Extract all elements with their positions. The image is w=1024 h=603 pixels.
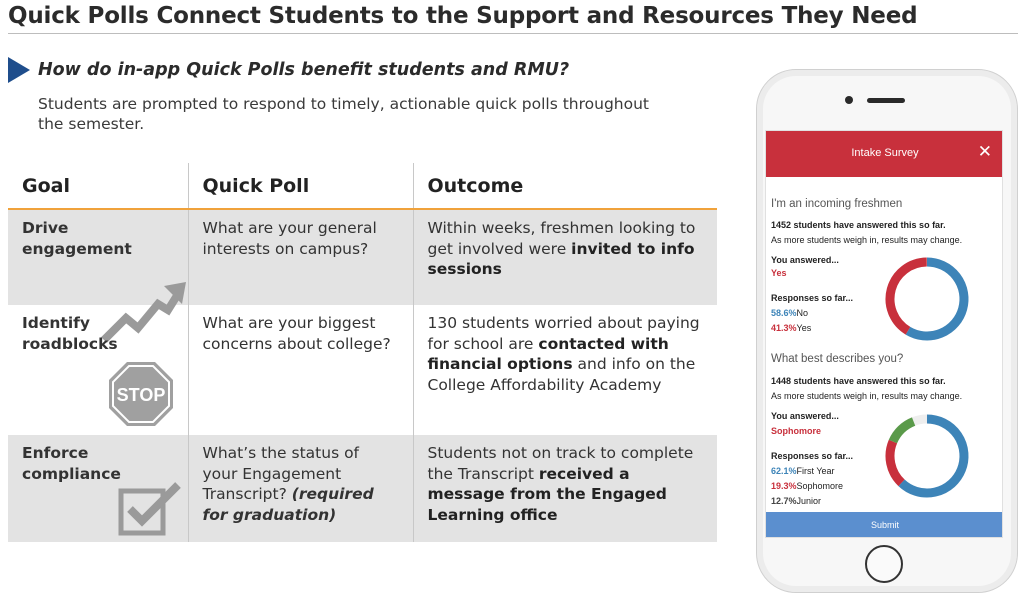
- goal-label-line2: compliance: [22, 464, 121, 483]
- close-icon[interactable]: ✕: [977, 142, 992, 162]
- outcome-bold-text: contacted with financial options: [427, 334, 669, 373]
- poll2-you-answered-value: Sophomore: [771, 426, 822, 436]
- quick-poll-cell: [188, 435, 413, 542]
- poll2-result-pct: 19.3%: [771, 481, 797, 491]
- section-subheading: How do in-app Quick Polls benefit students and RMU?: [38, 60, 570, 80]
- poll1-result-label: Yes: [796, 323, 812, 333]
- outcome-text: 130 students worried about paying for school are: [427, 314, 700, 353]
- outcome-text: Students not on track to complete the Transcript: [427, 444, 694, 483]
- poll1-result-pct: 41.3%: [771, 323, 797, 333]
- goals-table: [8, 163, 717, 542]
- poll1-result-row: [771, 308, 808, 318]
- poll1-answered-count: 1452 students have answered this so far.: [771, 220, 946, 230]
- donut-slice-junior: [893, 422, 914, 442]
- submit-button[interactable]: [766, 512, 1003, 538]
- poll2-result-row: [771, 496, 821, 506]
- goal-label-line2: roadblocks: [22, 334, 118, 353]
- header-quick-poll: Quick Poll: [188, 163, 413, 209]
- checkbox-icon: [118, 481, 184, 537]
- donut-slice-no: [908, 262, 964, 336]
- goal-cell: [8, 435, 188, 542]
- poll2-result-pct: 12.7%: [771, 496, 797, 506]
- poll1-result-label: No: [796, 308, 809, 318]
- outcome-cell: [413, 209, 717, 305]
- outcome-bold-text: received a message from the Engaged Learning office: [427, 464, 667, 524]
- outcome-cell: [413, 305, 717, 435]
- poll1-responses-label: Responses so far...: [771, 293, 854, 303]
- outcome-text: Within weeks, freshmen looking to get involved were: [427, 219, 696, 258]
- donut-slice-sophomore: [890, 442, 902, 483]
- phone-screen: [765, 130, 1003, 538]
- table-row: [8, 209, 717, 305]
- poll2-you-answered-label: You answered...: [771, 411, 839, 421]
- page-title: Quick Polls Connect Students to the Support and Resources They Need: [8, 3, 918, 29]
- goal-label-line2: engagement: [22, 239, 132, 258]
- phone-camera: [845, 96, 853, 104]
- table-row: [8, 305, 717, 435]
- poll1-you-answered-label: You answered...: [771, 255, 839, 265]
- outcome-text-continued: and info on the College Affordability Academy: [427, 355, 696, 394]
- donut-slice-first-year: [902, 419, 964, 493]
- poll2-result-row: [771, 481, 843, 491]
- poll2-donut-chart: [884, 413, 970, 499]
- poll2-answered-count: 1448 students have answered this so far.: [771, 376, 946, 386]
- quick-poll-note: (required for graduation): [202, 485, 374, 524]
- goal-cell: [8, 305, 188, 435]
- poll2-question: What best describes you?: [771, 353, 904, 365]
- poll2-result-label: First Year: [796, 466, 835, 476]
- phone-speaker: [867, 98, 905, 103]
- poll1-donut-chart: [884, 256, 970, 342]
- poll1-note: As more students weigh in, results may change.: [771, 235, 963, 245]
- header-outcome: Outcome: [413, 163, 717, 209]
- outcome-bold-text: invited to info sessions: [427, 239, 695, 278]
- poll2-result-row: [771, 466, 835, 476]
- poll2-result-label: Sophomore: [796, 481, 844, 491]
- submit-button-label: Submit: [870, 520, 899, 530]
- app-header: [766, 131, 1003, 177]
- table-header-row: [8, 163, 717, 209]
- poll2-responses-label: Responses so far...: [771, 451, 854, 461]
- goal-label-line1: Enforce: [22, 444, 89, 462]
- poll2-result-pct: 62.1%: [771, 466, 797, 476]
- outcome-cell: [413, 435, 717, 542]
- poll1-result-pct: 58.6%: [771, 308, 797, 318]
- poll2-result-label: Junior: [796, 496, 822, 506]
- table-row: [8, 435, 717, 542]
- stop-sign-text: STOP: [116, 385, 166, 405]
- quick-poll-text: What’s the status of your Engagement Transcript?: [202, 444, 360, 503]
- header-goal: Goal: [8, 163, 188, 209]
- poll1-question: I'm an incoming freshmen: [771, 198, 903, 210]
- goal-cell: [8, 209, 188, 305]
- bullet-triangle-icon: [8, 57, 30, 83]
- app-header-title: Intake Survey: [851, 147, 919, 159]
- goal-label-line1: Identify: [22, 314, 90, 332]
- phone-home-button[interactable]: [865, 545, 903, 583]
- poll1-you-answered-value: Yes: [771, 268, 787, 278]
- stop-sign-icon: [108, 361, 174, 427]
- goal-label-line1: Drive: [22, 219, 69, 237]
- quick-poll-cell: What are your general interests on campus?: [188, 209, 413, 305]
- poll2-note: As more students weigh in, results may change.: [771, 391, 963, 401]
- title-divider: [8, 33, 1018, 34]
- poll1-result-row: [771, 323, 811, 333]
- quick-poll-cell: What are your biggest concerns about college?: [188, 305, 413, 435]
- donut-slice-yes: [890, 262, 927, 331]
- intro-text: Students are prompted to respond to timely, actionable quick polls throughout the semester.: [38, 95, 650, 133]
